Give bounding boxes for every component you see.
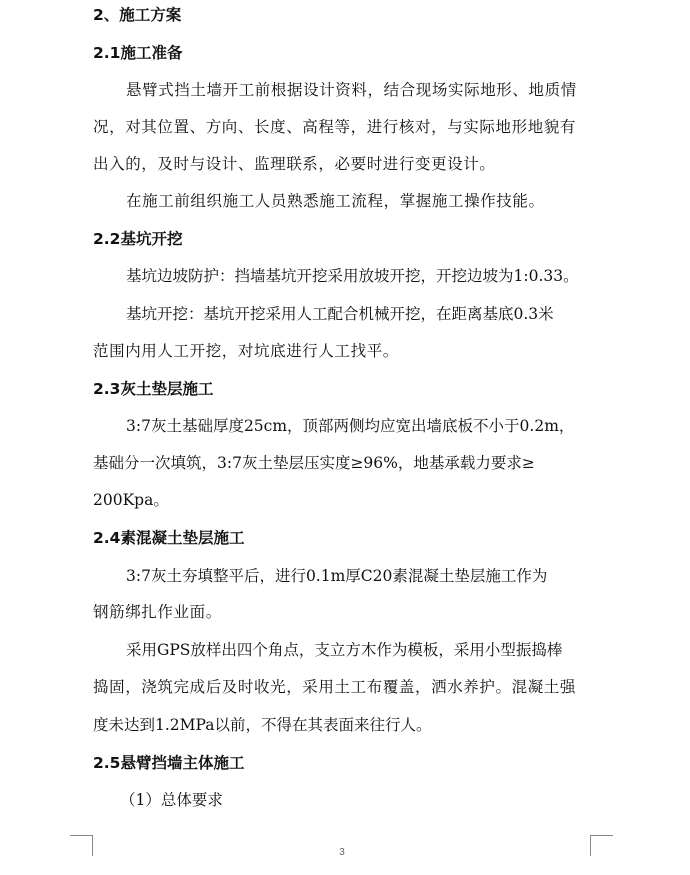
paragraph-line: 度未达到1.2MPa以前，不得在其表面来往行人。	[93, 716, 432, 734]
paragraph-line: 采用GPS放样出四个角点，支立方木作为模板，采用小型振捣棒	[126, 641, 563, 659]
section-title-2-2: 2.2基坑开挖	[93, 230, 183, 248]
paragraph-line: 200Kpa。	[93, 491, 169, 509]
paragraph-line: 捣固，浇筑完成后及时收光，采用土工布覆盖，洒水养护。混凝土强	[93, 678, 577, 696]
margin-corner-mark-right	[590, 835, 613, 856]
paragraph-line: 基坑开挖：基坑开挖采用人工配合机械开挖，在距离基底0.3米	[126, 305, 554, 323]
section-heading-2: 2、施工方案	[93, 6, 182, 24]
paragraph-line: 基坑边坡防护：挡墙基坑开挖采用放坡开挖，开挖边坡为1:0.33。	[126, 267, 579, 285]
paragraph-line: 3:7灰土夯填整平后，进行0.1m厚C20素混凝土垫层施工作为	[126, 567, 548, 585]
paragraph-line: 3:7灰土基础厚度25cm，顶部两侧均应宽出墙底板不小于0.2m，	[126, 417, 575, 435]
margin-corner-mark-left	[70, 835, 93, 856]
paragraph-line: 基础分一次填筑，3:7灰土垫层压实度≥96%，地基承载力要求≥	[93, 454, 535, 472]
paragraph-line: 在施工前组织施工人员熟悉施工流程，掌握施工操作技能。	[126, 192, 545, 210]
section-title-2-1: 2.1施工准备	[93, 44, 183, 62]
paragraph-line: （1）总体要求	[120, 791, 223, 809]
section-title-2-4: 2.4素混凝土垫层施工	[93, 529, 245, 547]
paragraph-line: 况，对其位置、方向、长度、高程等，进行核对，与实际地形地貌有	[93, 118, 577, 136]
paragraph-line: 钢筋绑扎作业面。	[93, 603, 222, 621]
page-number: 3	[339, 847, 345, 858]
paragraph-line: 范围内用人工开挖，对坑底进行人工找平。	[93, 342, 399, 360]
paragraph-line: 出入的，及时与设计、监理联系，必要时进行变更设计。	[93, 155, 496, 173]
paragraph-line: 悬臂式挡土墙开工前根据设计资料，结合现场实际地形、地质情	[126, 81, 577, 99]
section-title-2-3: 2.3灰土垫层施工	[93, 380, 214, 398]
section-title-2-5: 2.5悬臂挡墙主体施工	[93, 754, 245, 772]
